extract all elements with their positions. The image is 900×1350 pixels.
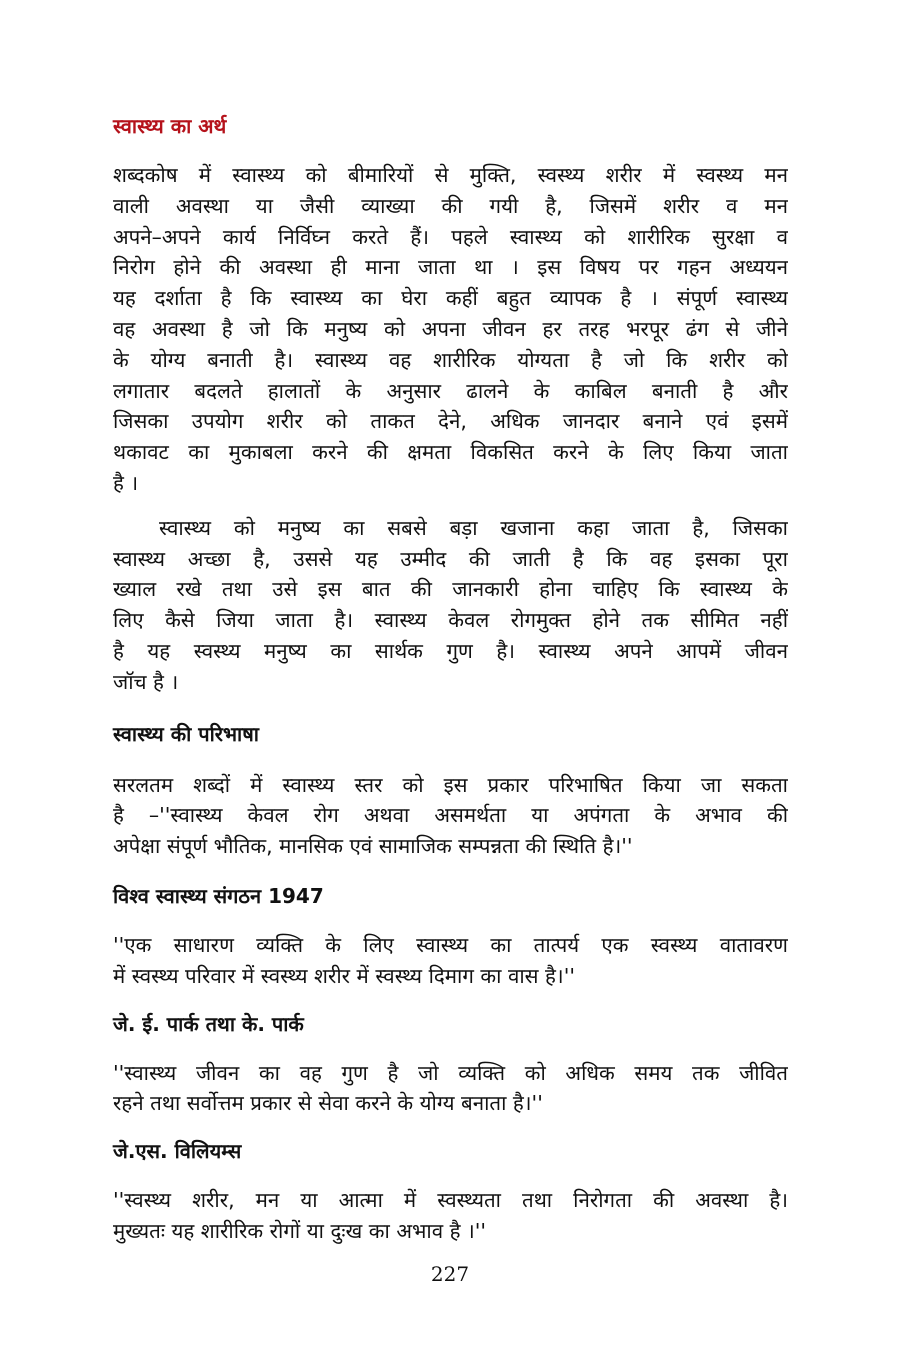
text-line: जिसका उपयोग शरीर को ताकत देने, अधिक जानदार बनाने एवं इसमें [113,409,788,434]
text-line: थकावट का मुकाबला करने की क्षमता विकसित करने के लिए किया जाता [113,440,788,465]
section-heading-health-definition: स्वास्थ्य की परिभाषा [113,721,259,746]
text-line: है यह स्वस्थ्य मनुष्य का सार्थक गुण है। स्वास्थ्य अपने आपमें जीवन [113,638,788,663]
text-line: है –''स्वास्थ्य केवल रोग अथवा असमर्थता या अपंगता के अभाव की [113,803,788,828]
page-number: 227 [430,1262,470,1286]
text-line: यह दर्शाता है कि स्वास्थ्य का घेरा कहीं बहुत व्यापक है । संपूर्ण स्वास्थ्य [113,286,788,311]
section-heading-park: जे. ई. पार्क तथा के. पार्क [113,1011,304,1036]
paragraph-health-meaning-1 [113,160,788,499]
text-line: रहने तथा सर्वोत्तम प्रकार से सेवा करने के योग्य बनाता है।'' [113,1091,543,1116]
section-heading-williams: जे.एस. विलियम्स [113,1139,242,1164]
paragraph-health-definition [113,770,788,862]
text-line: ''स्वास्थ्य जीवन का वह गुण है जो व्यक्ति को अधिक समय तक जीवित [113,1060,788,1085]
text-line: वह अवस्था है जो कि मनुष्य को अपना जीवन हर तरह भरपूर ढंग से जीने [113,316,788,341]
text-line: ''स्वस्थ्य शरीर, मन या आत्मा में स्वस्थ्यता तथा निरोगता की अवस्था है। [113,1188,788,1213]
paragraph-who-quote [113,930,788,992]
text-line: ख्याल रखे तथा उसे इस बात की जानकारी होना चाहिए कि स्वास्थ्य के [113,577,788,602]
section-heading-health-meaning: स्वास्थ्य का अर्थ [113,114,227,138]
paragraph-health-meaning-2 [113,513,788,698]
document-page [113,112,788,1247]
paragraph-williams-quote [113,1185,788,1247]
text-line: स्वास्थ्य को मनुष्य का सबसे बड़ा खजाना कहा जाता है, जिसका [159,515,788,540]
text-line: अपने–अपने कार्य निर्विघ्न करते हैं। पहले स्वास्थ्य को शारीरिक सुरक्षा व [113,224,788,249]
text-line: शब्दकोष में स्वास्थ्य को बीमारियों से मुक्ति, स्वस्थ्य शरीर में स्वस्थ्य मन [113,163,788,187]
text-line: वाली अवस्था या जैसी व्याख्या की गयी है, जिसमें शरीर व मन [113,193,788,218]
text-line: में स्वस्थ्य परिवार में स्वस्थ्य शरीर में स्वस्थ्य दिमाग का वास है।'' [113,963,575,988]
text-line: लिए कैसे जिया जाता है। स्वास्थ्य केवल रोगमुक्त होने तक सीमित नहीं [113,608,788,633]
text-line: स्वास्थ्य अच्छा है, उससे यह उम्मीद की जाती है कि वह इसका पूरा [113,546,788,571]
section-heading-who-1947: विश्व स्वास्थ्य संगठन 1947 [113,883,324,908]
text-line: लगातार बदलते हालातों के अनुसार ढालने के काबिल बनाती है और [113,378,788,403]
text-line: के योग्य बनाती है। स्वास्थ्य वह शारीरिक योग्यता है जो कि शरीर को [113,347,788,372]
paragraph-park-quote [113,1058,788,1120]
text-line: जॉच है । [113,669,179,694]
text-line: मुख्यतः यह शारीरिक रोगों या दुःख का अभाव है ।'' [113,1218,487,1243]
text-line: है । [113,470,139,495]
text-line: अपेक्षा संपूर्ण भौतिक, मानसिक एवं सामाजिक सम्पन्नता की स्थिति है।'' [113,834,633,859]
text-line: ''एक साधारण व्यक्ति के लिए स्वास्थ्य का तात्पर्य एक स्वस्थ्य वातावरण [113,932,788,957]
text-line: निरोग होने की अवस्था ही माना जाता था । इस विषय पर गहन अध्ययन [113,255,788,280]
text-line: सरलतम शब्दों में स्वास्थ्य स्तर को इस प्रकार परिभाषित किया जा सकता [113,772,788,797]
